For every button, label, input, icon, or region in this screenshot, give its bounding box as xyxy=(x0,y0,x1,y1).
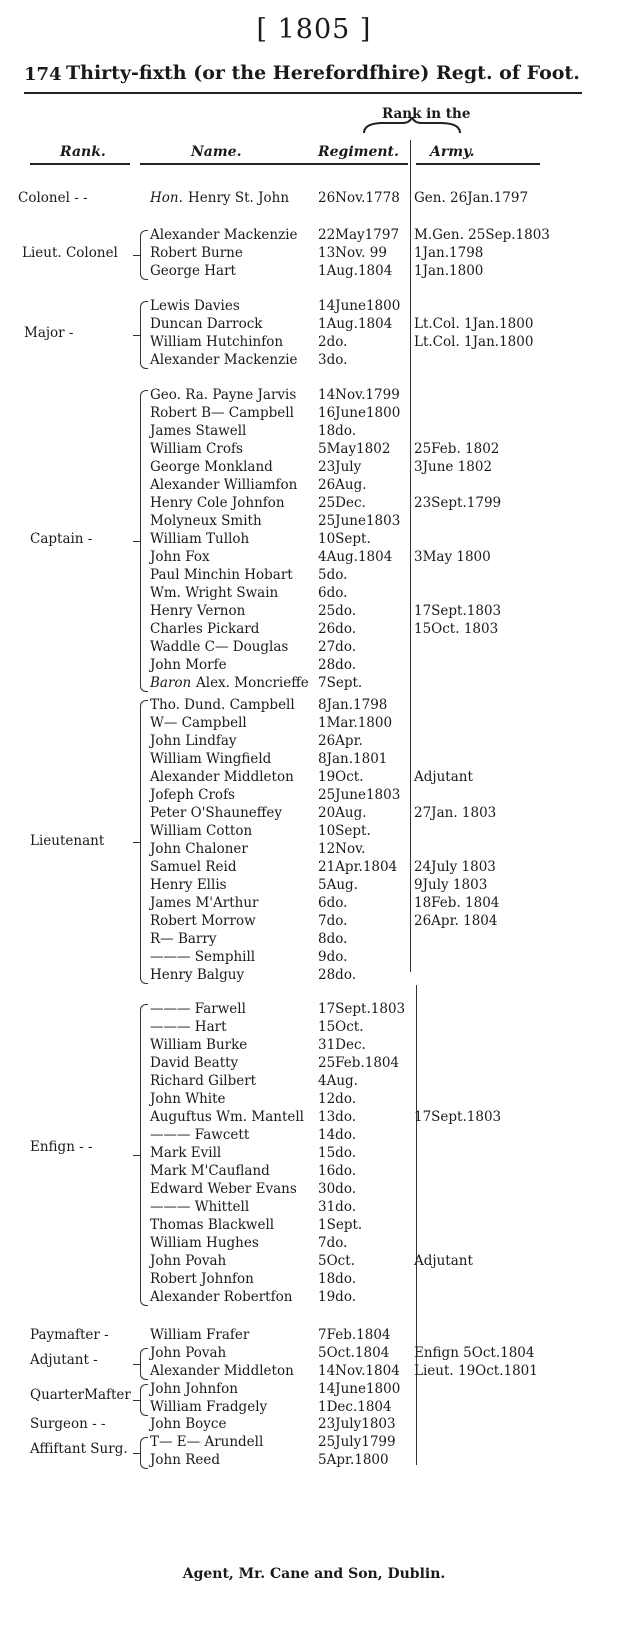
regiment-date: 9do. xyxy=(318,949,348,965)
officer-name: Robert Morrow xyxy=(150,913,256,929)
header-rule-rank xyxy=(30,163,130,165)
regiment-date: 10Sept. xyxy=(318,823,371,839)
regiment-date: 7do. xyxy=(318,1235,348,1251)
regiment-date: 26Aug. xyxy=(318,477,367,493)
regiment-date: 30do. xyxy=(318,1181,357,1197)
officer-name: William Hutchinfon xyxy=(150,334,284,350)
officer-name: Mark M'Caufland xyxy=(150,1163,270,1179)
officer-name: John Fox xyxy=(150,549,210,565)
regiment-date: 20Aug. xyxy=(318,805,367,821)
officer-name: John Reed xyxy=(150,1452,221,1468)
officer-name: Richard Gilbert xyxy=(150,1073,257,1089)
regiment-date: 5Oct. xyxy=(318,1253,355,1269)
army-rank: 23Sept.1799 xyxy=(414,495,502,511)
regiment-date: 14June1800 xyxy=(318,298,401,314)
regiment-date: 8Jan.1801 xyxy=(318,751,388,767)
officer-name: Henry Ellis xyxy=(150,877,227,893)
rank-label: Enfign - - xyxy=(30,1139,93,1155)
brace-tip xyxy=(133,1364,140,1365)
group-brace xyxy=(140,1384,148,1416)
regiment-date: 22May1797 xyxy=(318,227,400,243)
officer-name: Alexander Middleton xyxy=(150,1363,294,1379)
officer-name: David Beatty xyxy=(150,1055,239,1071)
officer-name: Henry Balguy xyxy=(150,967,245,983)
group-brace xyxy=(140,301,148,369)
regiment-date: 5Aug. xyxy=(318,877,358,893)
header-brace xyxy=(362,117,462,137)
column-divider-lower xyxy=(416,985,417,1465)
officer-name: John Povah xyxy=(150,1253,227,1269)
officer-name: John White xyxy=(150,1091,226,1107)
officer-name: ——— Whittell xyxy=(150,1199,250,1215)
regiment-date: 3do. xyxy=(318,352,348,368)
regiment-date: 15do. xyxy=(318,1145,357,1161)
regiment-date: 8do. xyxy=(318,931,348,947)
regiment-date: 13Nov. 99 xyxy=(318,245,387,261)
regiment-date: 25June1803 xyxy=(318,513,401,529)
rank-label: Colonel - - xyxy=(18,190,88,206)
officer-name: ——— Hart xyxy=(150,1019,227,1035)
regiment-date: 23July xyxy=(318,459,362,475)
header-rule-army xyxy=(416,163,540,165)
name-prefix: Baron xyxy=(150,675,192,691)
officer-name: John Johnfon xyxy=(150,1381,238,1397)
army-rank: Lt.Col. 1Jan.1800 xyxy=(414,334,534,350)
army-rank: M.Gen. 25Sep.1803 xyxy=(414,227,550,243)
army-rank: 1Jan.1798 xyxy=(414,245,484,261)
officer-name: Alexander Mackenzie xyxy=(150,352,298,368)
rank-label: Lieut. Colonel xyxy=(22,245,118,261)
regiment-date: 7Sept. xyxy=(318,675,363,691)
army-rank: 27Jan. 1803 xyxy=(414,805,497,821)
regiment-date: 12Nov. xyxy=(318,841,366,857)
army-rank: 9July 1803 xyxy=(414,877,488,893)
regiment-date: 12do. xyxy=(318,1091,357,1107)
officer-name: Tho. Dund. Campbell xyxy=(150,697,295,713)
regiment-date: 18do. xyxy=(318,1271,357,1287)
army-rank: 3June 1802 xyxy=(414,459,493,475)
officer-name: Auguftus Wm. Mantell xyxy=(150,1109,304,1125)
regiment-date: 1Aug.1804 xyxy=(318,316,393,332)
officer-name: John Chaloner xyxy=(150,841,248,857)
officer-name: William Tulloh xyxy=(150,531,250,547)
officer-name: George Hart xyxy=(150,263,236,279)
regiment-date: 1Mar.1800 xyxy=(318,715,393,731)
name-column-header: Name. xyxy=(191,144,242,160)
regiment-date: 1Aug.1804 xyxy=(318,263,393,279)
brace-tip xyxy=(133,842,140,843)
regiment-date: 23July1803 xyxy=(318,1416,396,1432)
regiment-date: 2do. xyxy=(318,334,348,350)
regiment-date: 27do. xyxy=(318,639,357,655)
title-rule xyxy=(24,92,582,94)
rank-label: Captain - xyxy=(30,531,93,547)
regiment-date: 14do. xyxy=(318,1127,357,1143)
regiment-column-header: Regiment. xyxy=(318,144,399,160)
officer-name: George Monkland xyxy=(150,459,273,475)
regiment-date: 31do. xyxy=(318,1199,357,1215)
header-rule-name xyxy=(140,163,408,165)
officer-name: James M'Arthur xyxy=(150,895,259,911)
army-column-header: Army. xyxy=(430,144,475,160)
rank-in-the-heading: Rank in the xyxy=(382,106,471,122)
brace-tip xyxy=(133,1400,140,1401)
regiment-date: 21Apr.1804 xyxy=(318,859,398,875)
officer-name: Duncan Darrock xyxy=(150,316,263,332)
officer-name: ——— Fawcett xyxy=(150,1127,250,1143)
name-prefix: Hon. xyxy=(150,190,183,206)
page-number: 174 xyxy=(24,64,62,85)
army-rank: Lieut. 19Oct.1801 xyxy=(414,1363,538,1379)
army-rank: Enfign 5Oct.1804 xyxy=(414,1345,535,1361)
army-rank: 24July 1803 xyxy=(414,859,496,875)
brace-tip xyxy=(133,1453,140,1454)
rank-label: Major - xyxy=(24,325,74,341)
regiment-date: 25do. xyxy=(318,603,357,619)
officer-name: W— Campbell xyxy=(150,715,247,731)
regiment-date: 16do. xyxy=(318,1163,357,1179)
officer-name: Robert Burne xyxy=(150,245,243,261)
regiment-date: 14Nov.1799 xyxy=(318,387,400,403)
officer-name: John Morfe xyxy=(150,657,227,673)
officer-name: Charles Pickard xyxy=(150,621,260,637)
officer-name: ——— Semphill xyxy=(150,949,256,965)
group-brace xyxy=(140,700,148,984)
regiment-date: 5Oct.1804 xyxy=(318,1345,390,1361)
rank-column-header: Rank. xyxy=(60,144,106,160)
officer-name: William Crofs xyxy=(150,441,243,457)
regiment-date: 18do. xyxy=(318,423,357,439)
officer-name: Alexander Middleton xyxy=(150,769,294,785)
army-rank: Adjutant xyxy=(414,769,473,785)
regiment-date: 5Apr.1800 xyxy=(318,1452,389,1468)
officer-name: Geo. Ra. Payne Jarvis xyxy=(150,387,297,403)
regiment-date: 1Sept. xyxy=(318,1217,363,1233)
group-brace xyxy=(140,390,148,692)
army-rank: Adjutant xyxy=(414,1253,473,1269)
army-rank: Gen. 26Jan.1797 xyxy=(414,190,529,206)
officer-name: John Povah xyxy=(150,1345,227,1361)
officer-name: William Cotton xyxy=(150,823,253,839)
column-divider-upper xyxy=(410,140,411,972)
officer-name: William Wingfield xyxy=(150,751,272,767)
regiment-date: 14Nov.1804 xyxy=(318,1363,400,1379)
regiment-date: 19do. xyxy=(318,1289,357,1305)
regiment-date: 7Feb.1804 xyxy=(318,1327,391,1343)
officer-name: Henry Vernon xyxy=(150,603,246,619)
rank-label: Surgeon - - xyxy=(30,1416,106,1432)
army-rank: 17Sept.1803 xyxy=(414,1109,502,1125)
regiment-date: 17Sept.1803 xyxy=(318,1001,406,1017)
regiment-date: 16June1800 xyxy=(318,405,401,421)
officer-name: Paul Minchin Hobart xyxy=(150,567,293,583)
officer-name: Alex. Moncrieffe xyxy=(196,675,309,691)
regiment-title: Thirty-fixth (or the Herefordfhire) Regt. of Foot. xyxy=(66,62,580,84)
group-brace xyxy=(140,1004,148,1306)
officer-name: Mark Evill xyxy=(150,1145,222,1161)
rank-label: Paymafter - xyxy=(30,1327,109,1343)
regiment-date: 26do. xyxy=(318,621,357,637)
army-rank: 15Oct. 1803 xyxy=(414,621,499,637)
officer-name: John Lindfay xyxy=(150,733,237,749)
officer-name: John Boyce xyxy=(150,1416,227,1432)
officer-name: Henry Cole Johnfon xyxy=(150,495,285,511)
brace-tip xyxy=(133,335,140,336)
officer-name: Lewis Davies xyxy=(150,298,240,314)
regiment-date: 13do. xyxy=(318,1109,357,1125)
army-rank: 18Feb. 1804 xyxy=(414,895,500,911)
regiment-date: 31Dec. xyxy=(318,1037,366,1053)
regiment-date: 28do. xyxy=(318,657,357,673)
officer-name: Molyneux Smith xyxy=(150,513,262,529)
regiment-date: 25Dec. xyxy=(318,495,366,511)
army-rank: 25Feb. 1802 xyxy=(414,441,500,457)
officer-name: William Frafer xyxy=(150,1327,250,1343)
regiment-date: 6do. xyxy=(318,585,348,601)
regiment-date: 1Dec.1804 xyxy=(318,1399,392,1415)
officer-name: James Stawell xyxy=(150,423,247,439)
officer-name: William Burke xyxy=(150,1037,248,1053)
officer-name: Thomas Blackwell xyxy=(150,1217,275,1233)
army-rank: 1Jan.1800 xyxy=(414,263,484,279)
regiment-date: 4Aug. xyxy=(318,1073,358,1089)
officer-name: William Hughes xyxy=(150,1235,259,1251)
regiment-date: 25July1799 xyxy=(318,1434,396,1450)
officer-name: Robert B— Campbell xyxy=(150,405,294,421)
regiment-date: 7do. xyxy=(318,913,348,929)
regiment-date: 15Oct. xyxy=(318,1019,364,1035)
brace-tip xyxy=(133,541,140,542)
regiment-date: 5do. xyxy=(318,567,348,583)
officer-name: ——— Farwell xyxy=(150,1001,246,1017)
officer-name: Robert Johnfon xyxy=(150,1271,254,1287)
agent-line: Agent, Mr. Cane and Son, Dublin. xyxy=(182,1566,446,1582)
officer-name: Alexander Robertfon xyxy=(150,1289,293,1305)
rank-label: QuarterMafter xyxy=(30,1387,131,1403)
group-brace xyxy=(140,1348,148,1380)
regiment-date: 25June1803 xyxy=(318,787,401,803)
regiment-date: 26Nov.1778 xyxy=(318,190,400,206)
regiment-date: 14June1800 xyxy=(318,1381,401,1397)
regiment-date: 19Oct. xyxy=(318,769,364,785)
officer-name: Wm. Wright Swain xyxy=(150,585,279,601)
officer-name: Henry St. John xyxy=(188,190,290,206)
rank-label: Lieutenant xyxy=(30,833,105,849)
regiment-date: 26Apr. xyxy=(318,733,363,749)
regiment-date: 28do. xyxy=(318,967,357,983)
officer-name: Jofeph Crofs xyxy=(150,787,235,803)
army-rank: 17Sept.1803 xyxy=(414,603,502,619)
regiment-date: 6do. xyxy=(318,895,348,911)
brace-tip xyxy=(133,1155,140,1156)
group-brace xyxy=(140,230,148,280)
army-rank: 3May 1800 xyxy=(414,549,491,565)
officer-name: Samuel Reid xyxy=(150,859,237,875)
officer-name: Peter O'Shauneffey xyxy=(150,805,282,821)
brace-tip xyxy=(133,255,140,256)
regiment-date: 5May1802 xyxy=(318,441,391,457)
officer-name: Edward Weber Evans xyxy=(150,1181,297,1197)
regiment-date: 8Jan.1798 xyxy=(318,697,388,713)
rank-label: Affiftant Surg. xyxy=(30,1441,128,1457)
officer-name: T— E— Arundell xyxy=(150,1434,264,1450)
rank-label: Adjutant - xyxy=(30,1352,98,1368)
officer-name: R— Barry xyxy=(150,931,217,947)
officer-name: Alexander Williamfon xyxy=(150,477,298,493)
regiment-date: 4Aug.1804 xyxy=(318,549,393,565)
officer-name: William Fradgely xyxy=(150,1399,268,1415)
group-brace xyxy=(140,1437,148,1469)
page-year: [ 1805 ] xyxy=(256,14,372,45)
army-rank: 26Apr. 1804 xyxy=(414,913,498,929)
regiment-date: 10Sept. xyxy=(318,531,371,547)
regiment-date: 25Feb.1804 xyxy=(318,1055,400,1071)
officer-name: Waddle C— Douglas xyxy=(150,639,289,655)
army-rank: Lt.Col. 1Jan.1800 xyxy=(414,316,534,332)
officer-name: Alexander Mackenzie xyxy=(150,227,298,243)
